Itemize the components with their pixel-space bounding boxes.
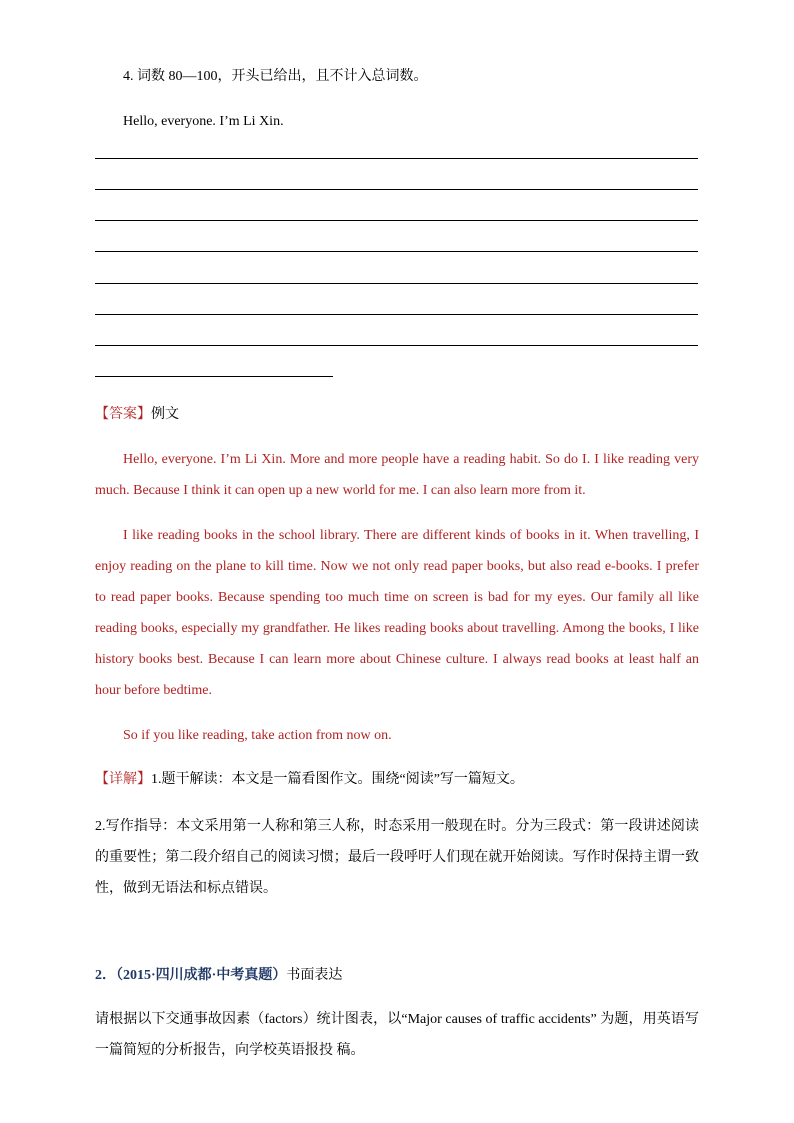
answer-heading <box>95 405 179 425</box>
detail-point-1-line <box>95 770 524 790</box>
writing-line <box>95 314 698 315</box>
question-2-instruction: 请根据以下交通事故因素（factors）统计图表，以“Major causes of traffic accidents” 为题，用英语写一篇简短的分析报告，向学校英语报投 稿。 <box>95 1012 699 1058</box>
writing-line <box>95 158 698 159</box>
essay-paragraph-1-text: Hello, everyone. I’m Li Xin. More and more people have a reading habit. So do I. I like reading very much. Because I think it can open up a new world for me. I can also learn more from it. <box>95 452 699 498</box>
question-2-number: 2． <box>95 968 116 983</box>
given-opening: Hello, everyone. I’m Li Xin. <box>123 114 284 129</box>
question-2-source: （2015·四川成都·中考真题） <box>116 968 287 983</box>
question-2-heading <box>95 966 342 986</box>
requirement-4: 4. 词数 80—100，开头已给出，且不计入总词数。 <box>123 69 428 84</box>
essay-paragraph-2 <box>95 520 699 706</box>
essay-paragraph-3 <box>95 720 699 751</box>
detail-label: 【详解】 <box>95 772 151 787</box>
writing-line <box>95 220 698 221</box>
writing-line <box>95 189 698 190</box>
essay-paragraph-1 <box>95 444 699 506</box>
writing-line-short <box>95 376 333 377</box>
essay-paragraph-2-text: I like reading books in the school library. There are different kinds of books in it. When travelling, I enjoy reading on the plane to kill time. Now we not only read paper books, but also read e-books. I prefer to read paper books. Because spending too much time on screen is bad for my eyes. Our family all like reading books, especially my grandfather. He likes reading books about travelling. Among the books, I like history books best. Because I can learn more about Chinese culture. I always read books at least half an hour before bedtime. <box>95 528 699 698</box>
answer-label: 【答案】 <box>95 407 151 422</box>
question-2-type: 书面表达 <box>286 968 343 983</box>
detail-point-2: 2.写作指导：本文采用第一人称和第三人称，时态采用一般现在时。分为三段式：第一段讲述阅读的重要性；第二段介绍自己的阅读习惯；最后一段呼吁人们现在就开始阅读。写作时保持主谓一致性，做到无语法和标点错误。 <box>95 819 699 896</box>
answer-title: 例文 <box>151 407 179 422</box>
essay-paragraph-3-text: So if you like reading, take action from now on. <box>123 728 392 743</box>
writing-line <box>95 283 698 284</box>
writing-line <box>95 251 698 252</box>
writing-line <box>95 345 698 346</box>
detail-point-1: 1.题干解读：本文是一篇看图作文。围绕“阅读”写一篇短文。 <box>151 772 524 787</box>
